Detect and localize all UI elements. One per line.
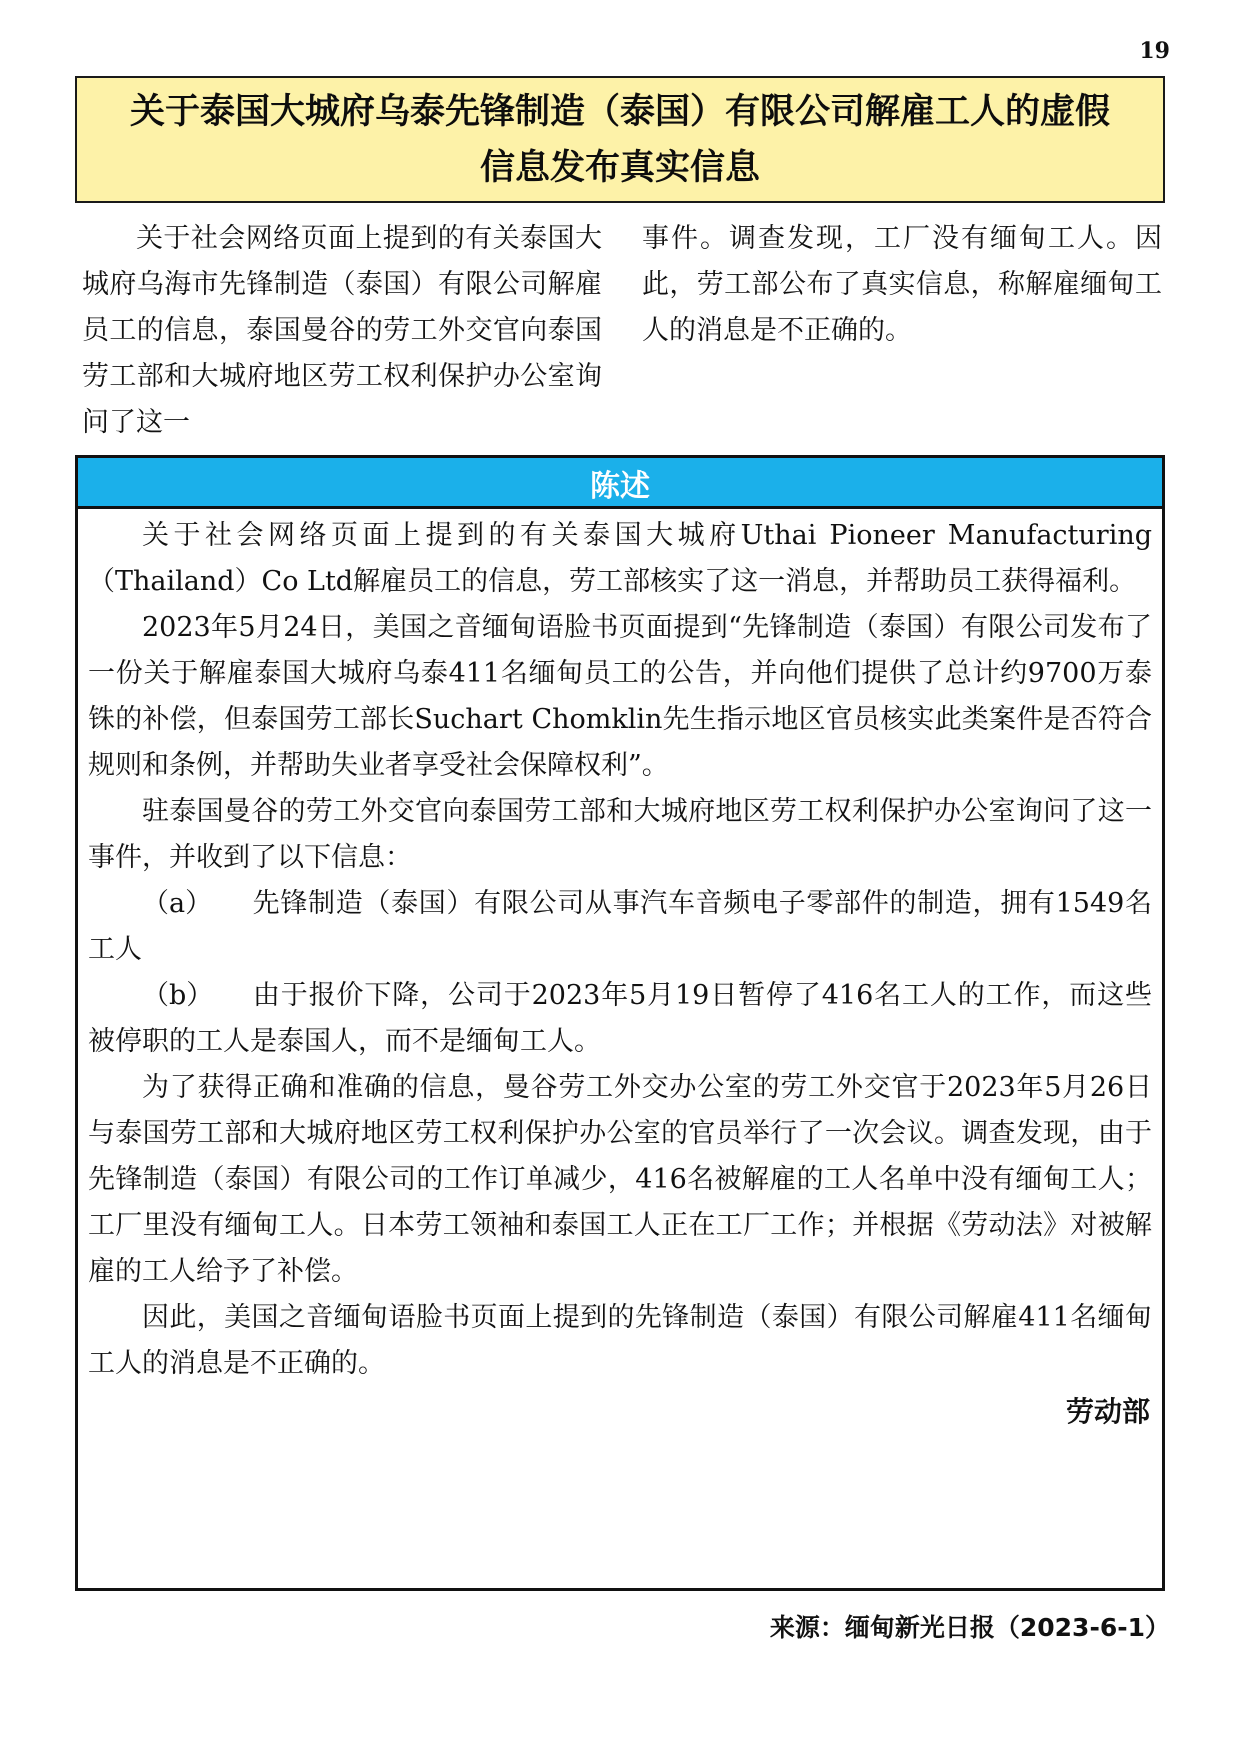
signature: 劳动部 <box>1065 1395 1150 1428</box>
item-marker: （b） <box>142 980 214 1011</box>
statement-body <box>78 509 1162 1437</box>
title-line-2: 信息发布真实信息 <box>479 147 760 188</box>
item-marker: （a） <box>142 888 213 919</box>
page-number: 19 <box>1139 38 1170 64</box>
statement-paragraph: 2023年5月24日，美国之音缅甸语脸书页面提到“先锋制造（泰国）有限公司发布了一份关于解雇泰国大城府乌泰411名缅甸员工的公告，并向他们提供了总计约9700万泰铢的补偿，但泰国劳工部长Suchart Chomklin先生指示地区官员核实此类案件是否符合规则和条例，并帮助失业者享受社会保障权利”。 <box>88 612 1152 781</box>
intro-left-column <box>82 216 602 446</box>
statement-paragraph: 关于社会网络页面上提到的有关泰国大城府Uthai Pioneer Manufacturing（Thailand）Co Ltd解雇员工的信息，劳工部核实了这一消息，并帮助员工获得福利。 <box>88 520 1152 597</box>
article-title <box>75 76 1165 203</box>
intro-columns <box>82 216 1162 446</box>
intro-right-column <box>642 216 1162 446</box>
item-text: 先锋制造（泰国）有限公司从事汽车音频电子零部件的制造，拥有1549名工人 <box>88 888 1152 965</box>
statement-paragraph: 因此，美国之音缅甸语脸书页面上提到的先锋制造（泰国）有限公司解雇411名缅甸工人的消息是不正确的。 <box>88 1302 1152 1379</box>
statement-header: 陈述 <box>78 458 1162 509</box>
title-line-1: 关于泰国大城府乌泰先锋制造（泰国）有限公司解雇工人的虚假 <box>129 91 1110 132</box>
statement-box <box>75 455 1165 1591</box>
statement-item-a <box>88 881 1152 973</box>
source-citation: 来源：缅甸新光日报（2023-6-1） <box>769 1613 1170 1642</box>
intro-right-text: 事件。调查发现，工厂没有缅甸工人。因此，劳工部公布了真实信息，称解雇缅甸工人的消息是不正确的。 <box>642 223 1162 346</box>
intro-left-text: 关于社会网络页面上提到的有关泰国大城府乌海市先锋制造（泰国）有限公司解雇员工的信息，泰国曼谷的劳工外交官向泰国劳工部和大城府地区劳工权利保护办公室询问了这一 <box>82 223 602 438</box>
statement-paragraph: 为了获得正确和准确的信息，曼谷劳工外交办公室的劳工外交官于2023年5月26日与泰国劳工部和大城府地区劳工权利保护办公室的官员举行了一次会议。调查发现，由于先锋制造（泰国）有限公司的工作订单减少，416名被解雇的工人名单中没有缅甸工人；工厂里没有缅甸工人。日本劳工领袖和泰国工人正在工厂工作；并根据《劳动法》对被解雇的工人给予了补偿。 <box>88 1072 1152 1287</box>
statement-item-b <box>88 973 1152 1065</box>
item-text: 由于报价下降，公司于2023年5月19日暂停了416名工人的工作，而这些被停职的工人是泰国人，而不是缅甸工人。 <box>88 980 1152 1057</box>
statement-paragraph: 驻泰国曼谷的劳工外交官向泰国劳工部和大城府地区劳工权利保护办公室询问了这一事件，并收到了以下信息： <box>88 796 1152 873</box>
